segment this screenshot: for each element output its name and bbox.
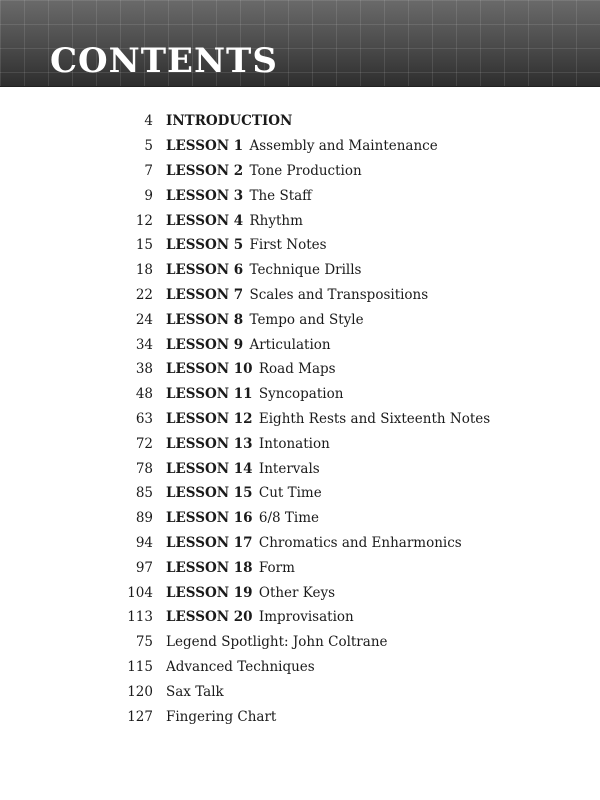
contents-header [0, 0, 600, 87]
section-title: Fingering Chart [166, 708, 277, 725]
toc-entry-lesson-2[interactable] [0, 159, 600, 184]
lesson-title: Eighth Rests and Sixteenth Notes [258, 410, 491, 427]
page-number: 75 [135, 634, 153, 651]
page-number: 18 [135, 262, 153, 279]
toc-entry-introduction[interactable] [0, 109, 600, 134]
lesson-label: LESSON 19 [166, 584, 253, 601]
page-number: 89 [135, 510, 153, 527]
toc-entry-lesson-3[interactable] [0, 183, 600, 208]
page-number: 115 [127, 658, 153, 675]
lesson-title: Assembly and Maintenance [249, 138, 438, 155]
lesson-label: LESSON 5 [166, 237, 244, 254]
lesson-title: Form [258, 559, 295, 576]
lesson-label: LESSON 16 [166, 510, 253, 527]
page-number: 97 [135, 559, 153, 576]
page-number: 34 [135, 336, 153, 353]
toc-entry-lesson-14[interactable] [0, 456, 600, 481]
lesson-label: LESSON 13 [166, 435, 253, 452]
lesson-label: LESSON 6 [166, 262, 244, 279]
toc-entry-lesson-7[interactable] [0, 283, 600, 308]
lesson-label: LESSON 8 [166, 311, 244, 328]
section-title: Legend Spotlight: John Coltrane [166, 634, 388, 651]
lesson-label: LESSON 15 [166, 485, 253, 502]
toc-entry-lesson-15[interactable] [0, 481, 600, 506]
page-number: 72 [135, 435, 153, 452]
lesson-title: Intervals [258, 460, 320, 477]
lesson-title: Rhythm [249, 212, 303, 229]
toc-entry-legend-spotlight[interactable] [0, 630, 600, 655]
lesson-title: Other Keys [258, 584, 336, 601]
lesson-label: LESSON 12 [166, 410, 253, 427]
lesson-title: Chromatics and Enharmonics [258, 534, 462, 551]
page-number: 5 [144, 138, 153, 155]
toc-entry-advanced-techniques[interactable] [0, 655, 600, 680]
lesson-title: Intonation [258, 435, 330, 452]
page-number: 48 [135, 386, 153, 403]
toc-entry-lesson-18[interactable] [0, 555, 600, 580]
page-number: 9 [144, 187, 153, 204]
page-number: 120 [127, 683, 153, 700]
lesson-label: LESSON 3 [166, 187, 244, 204]
page-number: 94 [135, 534, 153, 551]
page-number: 12 [135, 212, 153, 229]
page-number: 104 [127, 584, 153, 601]
toc-entry-lesson-17[interactable] [0, 531, 600, 556]
lesson-title: Improvisation [258, 609, 354, 626]
table-of-contents [0, 109, 600, 729]
page-number: 85 [135, 485, 153, 502]
section-label: INTRODUCTION [166, 113, 293, 130]
page-number: 38 [135, 361, 153, 378]
lesson-title: First Notes [249, 237, 327, 254]
page-number: 113 [127, 609, 153, 626]
lesson-title: Cut Time [258, 485, 322, 502]
lesson-label: LESSON 20 [166, 609, 253, 626]
page-number: 78 [135, 460, 153, 477]
toc-entry-lesson-11[interactable] [0, 382, 600, 407]
toc-entry-lesson-8[interactable] [0, 307, 600, 332]
lesson-label: LESSON 4 [166, 212, 244, 229]
lesson-label: LESSON 18 [166, 559, 253, 576]
toc-entry-lesson-12[interactable] [0, 407, 600, 432]
lesson-title: Road Maps [258, 361, 336, 378]
page-number: 24 [135, 311, 153, 328]
toc-entry-lesson-1[interactable] [0, 134, 600, 159]
lesson-label: LESSON 7 [166, 286, 244, 303]
page-number: 63 [135, 410, 153, 427]
section-title: Sax Talk [166, 683, 224, 700]
toc-entry-lesson-9[interactable] [0, 332, 600, 357]
toc-entry-lesson-6[interactable] [0, 258, 600, 283]
lesson-label: LESSON 1 [166, 138, 244, 155]
toc-entry-sax-talk[interactable] [0, 679, 600, 704]
page-number: 4 [144, 113, 153, 130]
page-number: 7 [144, 162, 153, 179]
lesson-title: Articulation [249, 336, 331, 353]
lesson-label: LESSON 10 [166, 361, 253, 378]
page-number: 127 [127, 708, 153, 725]
lesson-title: Tone Production [249, 162, 362, 179]
page-title: CONTENTS [50, 41, 278, 81]
lesson-label: LESSON 11 [166, 386, 253, 403]
lesson-label: LESSON 2 [166, 162, 244, 179]
lesson-label: LESSON 14 [166, 460, 253, 477]
toc-entry-lesson-13[interactable] [0, 431, 600, 456]
lesson-label: LESSON 9 [166, 336, 244, 353]
toc-entry-lesson-5[interactable] [0, 233, 600, 258]
section-title: Advanced Techniques [166, 658, 315, 675]
lesson-title: Syncopation [258, 386, 344, 403]
lesson-label: LESSON 17 [166, 534, 253, 551]
lesson-title: 6/8 Time [258, 510, 320, 527]
toc-entry-lesson-10[interactable] [0, 357, 600, 382]
toc-entry-lesson-4[interactable] [0, 208, 600, 233]
page-number: 22 [135, 286, 153, 303]
lesson-title: The Staff [249, 187, 312, 204]
page-number: 15 [135, 237, 153, 254]
toc-entry-lesson-20[interactable] [0, 605, 600, 630]
toc-entry-fingering-chart[interactable] [0, 704, 600, 729]
lesson-title: Tempo and Style [249, 311, 364, 328]
lesson-title: Scales and Transpositions [249, 286, 429, 303]
lesson-title: Technique Drills [249, 262, 362, 279]
toc-entry-lesson-19[interactable] [0, 580, 600, 605]
toc-entry-lesson-16[interactable] [0, 506, 600, 531]
